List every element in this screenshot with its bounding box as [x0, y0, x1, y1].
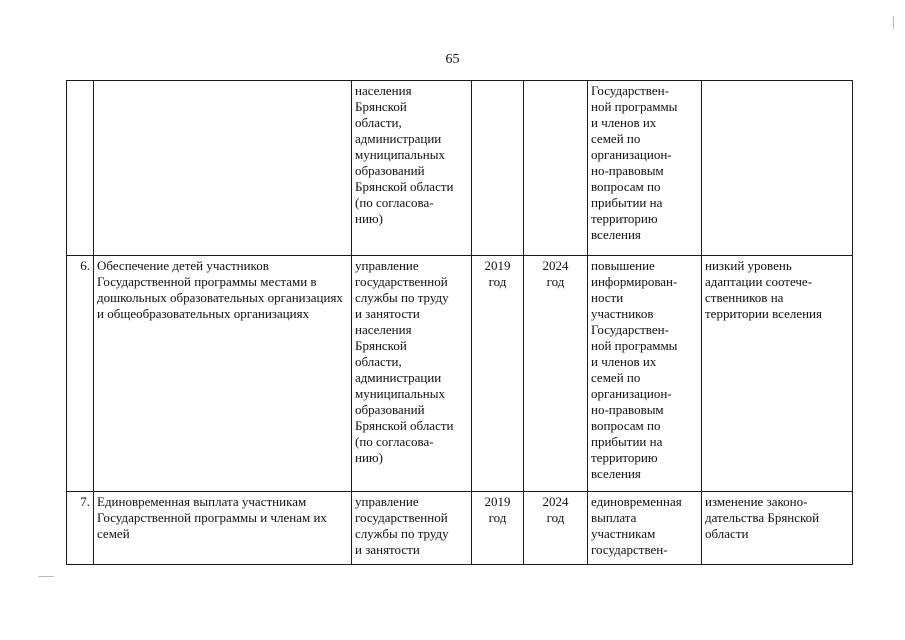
cell-result: повышение информирован- ности участников Государствен- ной программы и членов их семей по организацион- но-правовым вопросам по прибытии на территорию вселения — [588, 256, 702, 492]
page-number: 65 — [445, 52, 460, 67]
table-row — [67, 492, 853, 565]
cell-measure — [94, 81, 352, 256]
cell-start-year: 2019 год — [472, 492, 524, 565]
cell-number — [67, 81, 94, 256]
cell-number: 6. — [67, 256, 94, 492]
table-row — [67, 81, 853, 256]
scan-edge-mark — [893, 16, 894, 29]
cell-measure: Обеспечение детей участников Государственной программы местами в дошкольных образовательных организациях и общеобразовательных организациях — [94, 256, 352, 492]
cell-number: 7. — [67, 492, 94, 565]
cell-executor: управление государственной службы по труду и занятости населения Брянской области, администрации муниципальных образований Брянской области (по согласова- нию) — [352, 256, 472, 492]
cell-risk: низкий уровень адаптации соотече- ственников на территории вселения — [702, 256, 853, 492]
cell-risk — [702, 81, 853, 256]
cell-measure: Единовременная выплата участникам Государственной программы и членам их семей — [94, 492, 352, 565]
table-row — [67, 256, 853, 492]
cell-executor: населения Брянской области, администрации муниципальных образований Брянской области (по согласова- нию) — [352, 81, 472, 256]
cell-end-year — [524, 81, 588, 256]
cell-risk: изменение законо- дательства Брянской области — [702, 492, 853, 565]
cell-start-year — [472, 81, 524, 256]
cell-executor: управление государственной службы по труду и занятости — [352, 492, 472, 565]
cell-result: Государствен- ной программы и членов их семей по организацион- но-правовым вопросам по прибытии на территорию вселения — [588, 81, 702, 256]
cell-end-year: 2024 год — [524, 492, 588, 565]
cell-end-year: 2024 год — [524, 256, 588, 492]
scan-edge-mark — [38, 576, 54, 577]
program-measures-table — [66, 80, 853, 565]
cell-start-year: 2019 год — [472, 256, 524, 492]
cell-result: единовременная выплата участникам государствен- — [588, 492, 702, 565]
